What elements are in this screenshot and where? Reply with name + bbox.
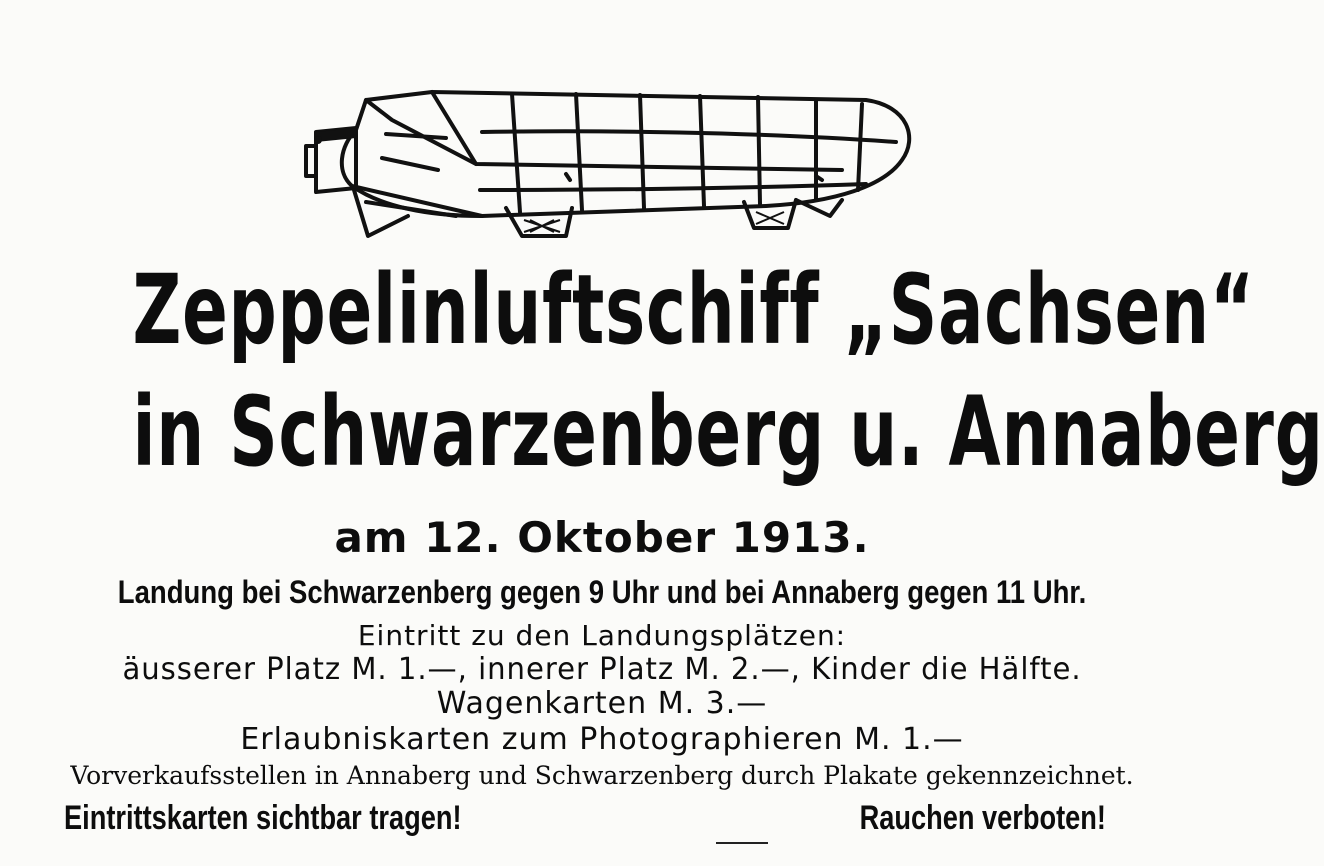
photo-permit-price: Erlaubniskarten zum Photographieren M. 1.— <box>240 722 964 757</box>
headline-airship: Zeppelinluftschiff „Sachsen“ <box>132 254 1255 366</box>
ticket-prices: äusserer Platz M. 1.—, innerer Platz M. 2.—, Kinder die Hälfte. <box>122 652 1082 687</box>
car-ticket-price: Wagenkarten M. 3.— <box>436 686 768 721</box>
ticket-display-notice: Eintrittskarten sichtbar tragen! <box>64 799 462 837</box>
zeppelin-illustration <box>296 80 920 256</box>
event-date: am 12. Oktober 1913. <box>334 513 870 562</box>
entry-heading: Eintritt zu den Landungsplätzen: <box>357 619 847 652</box>
no-smoking-notice: Rauchen verboten! <box>859 799 1106 837</box>
landing-times: Landung bei Schwarzenberg gegen 9 Uhr und bei Annaberg gegen 11 Uhr. <box>117 574 1087 610</box>
headline-locations: in Schwarzenberg u. Annaberg <box>132 376 1324 488</box>
divider-rule <box>716 842 768 844</box>
presale-notice: Vorverkaufsstellen in Annaberg und Schwarzenberg durch Plakate gekennzeichnet. <box>70 761 1134 790</box>
